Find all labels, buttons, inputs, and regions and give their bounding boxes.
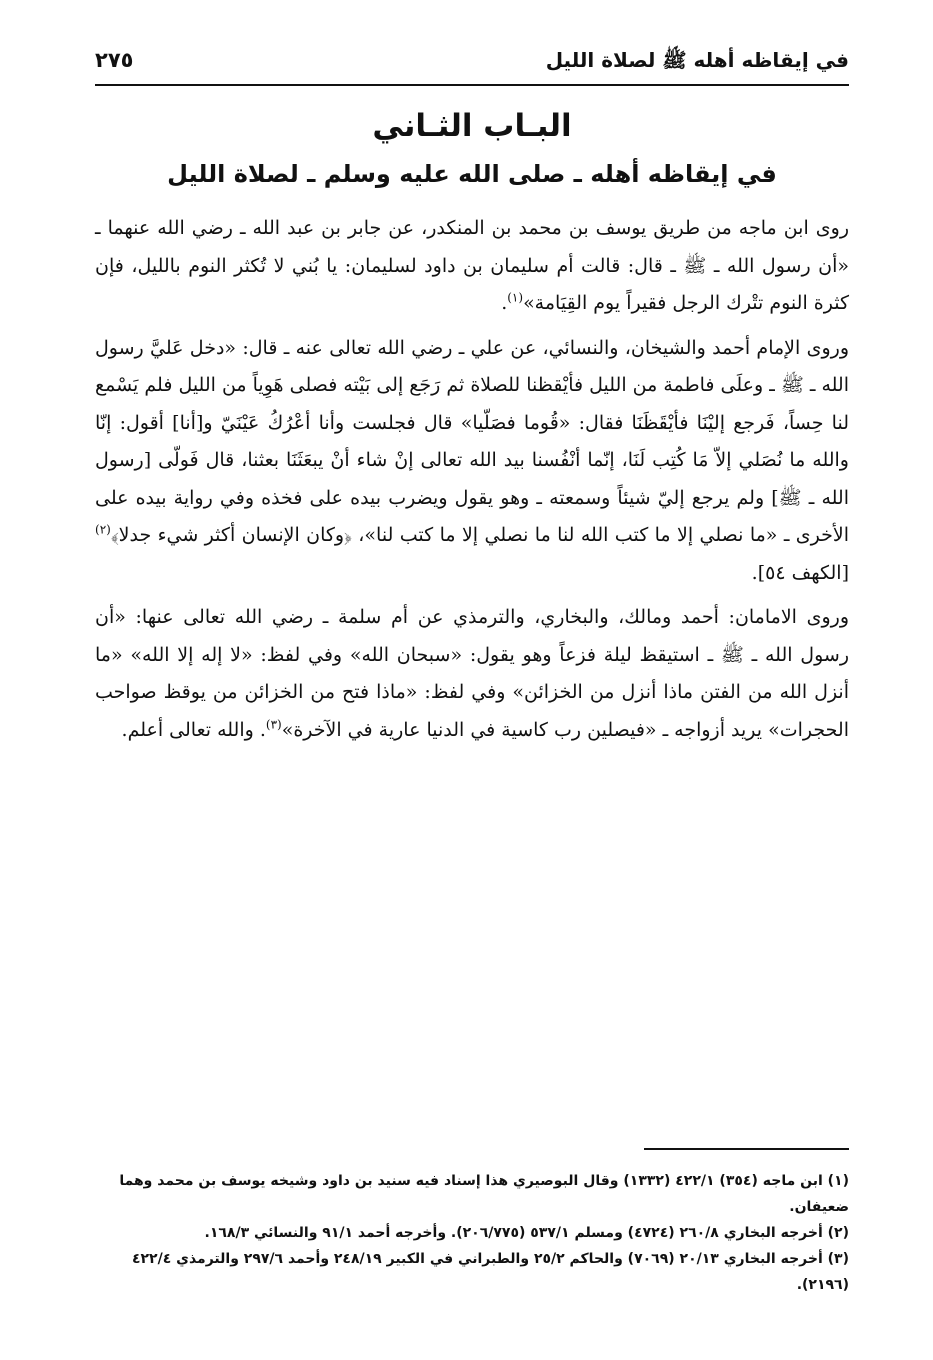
running-header xyxy=(95,40,849,86)
running-title: في إيقاظه أهله ﷺ لصلاة الليل xyxy=(545,48,849,72)
footnote-marker: (٢) xyxy=(95,522,111,537)
paragraph-text: وروى الامامان: أحمد ومالك، والبخاري، والترمذي عن أم سلمة ـ رضي الله تعالى عنها: «أن رسول الله ـ ﷺ ـ استيقظ ليلة فزعاً وهو يقول: «سبحان الله» وفي لفظ: «لا إله إلا الله» «ما أنزل الله من الفتن ماذا أنزل من الخزائن» وفي لفظ: «ماذا فتح من الخزائن من يوقظ صواحب الحجرات» يريد أزواجه ـ «فيصلين رب كاسية في الدنيا عارية في الآخرة» xyxy=(95,606,849,741)
footnote-marker: (٣) xyxy=(265,717,282,732)
paragraph xyxy=(95,330,849,593)
paragraph-tail: [الكهف ٥٤]. xyxy=(751,561,849,584)
paragraph xyxy=(95,599,849,749)
paragraph-tail: . والله تعالى أعلم. xyxy=(121,718,266,741)
chapter-title: البـاب الثـاني xyxy=(372,108,572,144)
footnote-divider xyxy=(644,1148,849,1150)
page-number: ٢٧٥ xyxy=(95,48,134,72)
footnotes xyxy=(95,1168,849,1298)
paragraph-tail: . xyxy=(501,292,508,314)
main-text xyxy=(95,210,849,756)
footnote: (٣) أخرجه البخاري ٢٠/١٣ (٧٠٦٩) والحاكم ٢٥/٢ والطبراني في الكبير ٢٤٨/١٩ وأحمد ٢٩٧/٦ والترمذي ٤٢٢/٤ (٢١٩٦). xyxy=(131,1251,849,1293)
paragraph-text: روى ابن ماجه من طريق يوسف بن محمد بن المنكدر، عن جابر بن عبد الله ـ رضي الله عنهما ـ «أن رسول الله ـ ﷺ ـ قال: قالت أم سليمان بن داود لسليمان: يا بُني لا تُكثر النوم بالليل، فإن كثرة النوم تتْرك الرجل فقيراً يوم القِيَامة» xyxy=(95,217,849,314)
paragraph xyxy=(95,210,849,323)
footnote: (١) ابن ماجه (٣٥٤) ٤٢٢/١ (١٣٣٢) وقال البوصيري هذا إسناد فيه سنيد بن داود وشيخه يوسف بن محمد وهما ضعيفان. xyxy=(119,1173,849,1215)
paragraph-text: وروى الإمام أحمد والشيخان، والنسائي، عن علي ـ رضي الله تعالى عنه ـ قال: «دخل عَليَّ رسول الله ـ ﷺ ـ وعلَى فاطمة من الليل فأيْقظنا للصلاة ثم رَجَع إلى بَيْته فصلى هَوِياً من الليل فلم يَسْمع لنا حِساً، فَرجع إليْنَا فأيْقَظَنَا فقال: «قُوما فصَلّيا» قال فجلست وأنا أعْرُكُ عَيْنَيّ و[أنا] أقول: إنّا والله ما نُصَلي إلاّ مَا كُتِب لَنَا، إنّما أنْفُسنا بيد الله تعالى إنْ شاء أنْ يبعَثَنَا بعثنا، قال فَولّى [رسول الله ـ ﷺ] ولم يرجع إليّ شيئاً وسمعته ـ وهو يقول ويضرب بيده على فخذه وفي رواية بيده على الأخرى ـ «ما نصلي إلا ما كتب الله لنا ما نصلي إلا ما كتب لنا»، ﴿وكان الإنسان أكثر شيء جدلا﴾ xyxy=(95,336,849,546)
footnote: (٢) أخرجه البخاري ٢٦٠/٨ (٤٧٢٤) ومسلم ٥٣٧/١ (٢٠٦/٧٧٥). وأخرجه أحمد ٩١/١ والنسائي ١٦٨/٣. xyxy=(204,1225,849,1241)
chapter-subtitle: في إيقاظه أهله ـ صلى الله عليه وسلم ـ لصلاة الليل xyxy=(167,160,777,188)
footnote-marker: (١) xyxy=(507,290,524,305)
